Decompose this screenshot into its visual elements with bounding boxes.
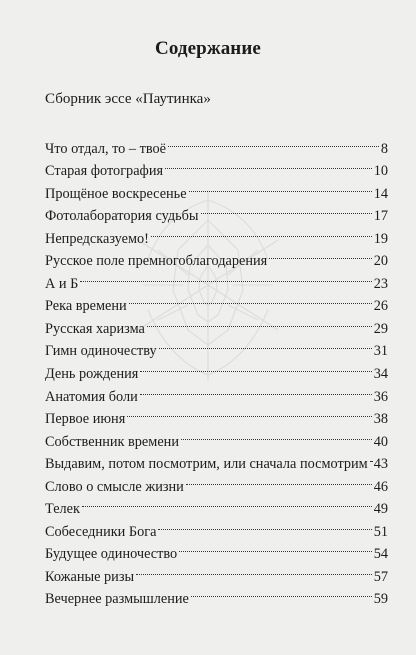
toc-entry-page: 17 — [373, 208, 388, 225]
toc-dot-leader — [139, 378, 373, 401]
collection-subtitle: Сборник эссе «Паутинка» — [45, 91, 211, 107]
toc-entry — [45, 333, 388, 360]
toc-entry-title: Будущее одиночество — [45, 546, 178, 563]
toc-dot-leader — [157, 513, 372, 536]
toc-entry — [45, 423, 388, 450]
toc-entry-title: А и Б — [45, 275, 79, 292]
toc-dot-leader — [135, 558, 373, 581]
toc-entry-title: Фотолаборатория судьбы — [45, 208, 199, 225]
toc-entry — [45, 310, 388, 337]
toc-entry — [45, 265, 388, 292]
toc-dot-leader — [164, 153, 373, 176]
toc-entry-page: 19 — [373, 230, 388, 247]
toc-entry-page: 29 — [373, 320, 388, 337]
toc-entry-page: 40 — [373, 433, 388, 450]
toc-entry — [45, 513, 388, 540]
toc-entry — [45, 536, 388, 563]
toc-entry-title: Первое июня — [45, 411, 126, 428]
toc-entry — [45, 401, 388, 428]
toc-dot-leader — [188, 175, 373, 198]
toc-dot-leader — [126, 401, 372, 424]
toc-entry — [45, 175, 388, 202]
toc-entry-title: Кожаные ризы — [45, 568, 135, 585]
toc-dot-leader — [81, 491, 373, 514]
toc-entry — [45, 198, 388, 225]
toc-dot-leader — [150, 220, 373, 243]
toc-entry-page: 14 — [373, 185, 388, 202]
toc-dot-leader — [268, 243, 373, 266]
toc-entry-title: Собеседники Бога — [45, 523, 157, 540]
toc-entry — [45, 558, 388, 585]
toc-entry-page: 59 — [373, 591, 388, 608]
table-of-contents — [45, 130, 388, 608]
toc-dot-leader — [128, 288, 373, 311]
toc-entry-title: Старая фотография — [45, 163, 164, 180]
toc-entry-title: Что отдал, то – твоё — [45, 140, 167, 157]
toc-entry — [45, 220, 388, 247]
toc-entry-title: Прощёное воскресенье — [45, 185, 187, 202]
toc-entry-title: Вечернее размышление — [45, 591, 189, 608]
toc-entry-page: 38 — [373, 411, 388, 428]
toc-dot-leader — [200, 198, 373, 221]
toc-entry-title: Телек — [45, 501, 80, 518]
toc-entry-page: 36 — [373, 388, 388, 405]
toc-dot-leader — [190, 581, 373, 604]
toc-entry-title: День рождения — [45, 366, 139, 383]
toc-entry — [45, 468, 388, 495]
toc-entry — [45, 581, 388, 608]
toc-entry-page: 49 — [373, 501, 388, 518]
toc-entry-page: 46 — [373, 478, 388, 495]
toc-entry — [45, 288, 388, 315]
toc-entry-title: Собственник времени — [45, 433, 179, 450]
toc-entry — [45, 378, 388, 405]
toc-entry-page: 51 — [373, 523, 388, 540]
toc-entry-page: 26 — [373, 298, 388, 315]
toc-dot-leader — [180, 423, 373, 446]
toc-entry-title: Река времени — [45, 298, 127, 315]
toc-dot-leader — [185, 468, 373, 491]
toc-entry — [45, 446, 388, 473]
toc-entry-page: 57 — [373, 568, 388, 585]
toc-entry-page: 8 — [380, 140, 388, 157]
toc-dot-leader — [139, 355, 372, 378]
toc-entry-page: 23 — [373, 275, 388, 292]
toc-entry-page: 54 — [373, 546, 388, 563]
toc-entry-title: Русская харизма — [45, 320, 145, 337]
toc-entry — [45, 130, 388, 157]
toc-entry-title: Выдавим, потом посмотрим, или сначала посмотрим — [45, 456, 368, 473]
toc-entry-page: 20 — [373, 253, 388, 270]
toc-entry — [45, 153, 388, 180]
toc-entry-page: 43 — [373, 456, 388, 473]
toc-entry-title: Гимн одиночеству — [45, 343, 157, 360]
toc-dot-leader — [167, 130, 380, 153]
toc-entry-page: 10 — [373, 163, 388, 180]
toc-entry — [45, 491, 388, 518]
toc-dot-leader — [146, 310, 373, 333]
toc-dot-leader — [369, 446, 373, 469]
toc-dot-leader — [79, 265, 372, 288]
page-title: Содержание — [155, 38, 261, 59]
toc-entry-title: Слово о смысле жизни — [45, 478, 184, 495]
toc-dot-leader — [178, 536, 373, 559]
toc-entry-page: 31 — [373, 343, 388, 360]
toc-entry-page: 34 — [373, 366, 388, 383]
toc-entry-title: Непредсказуемо! — [45, 230, 149, 247]
toc-entry — [45, 243, 388, 270]
toc-entry-title: Русское поле премногоблагодарения — [45, 253, 268, 270]
toc-dot-leader — [158, 333, 373, 356]
toc-entry-title: Анатомия боли — [45, 388, 138, 405]
toc-entry — [45, 355, 388, 383]
